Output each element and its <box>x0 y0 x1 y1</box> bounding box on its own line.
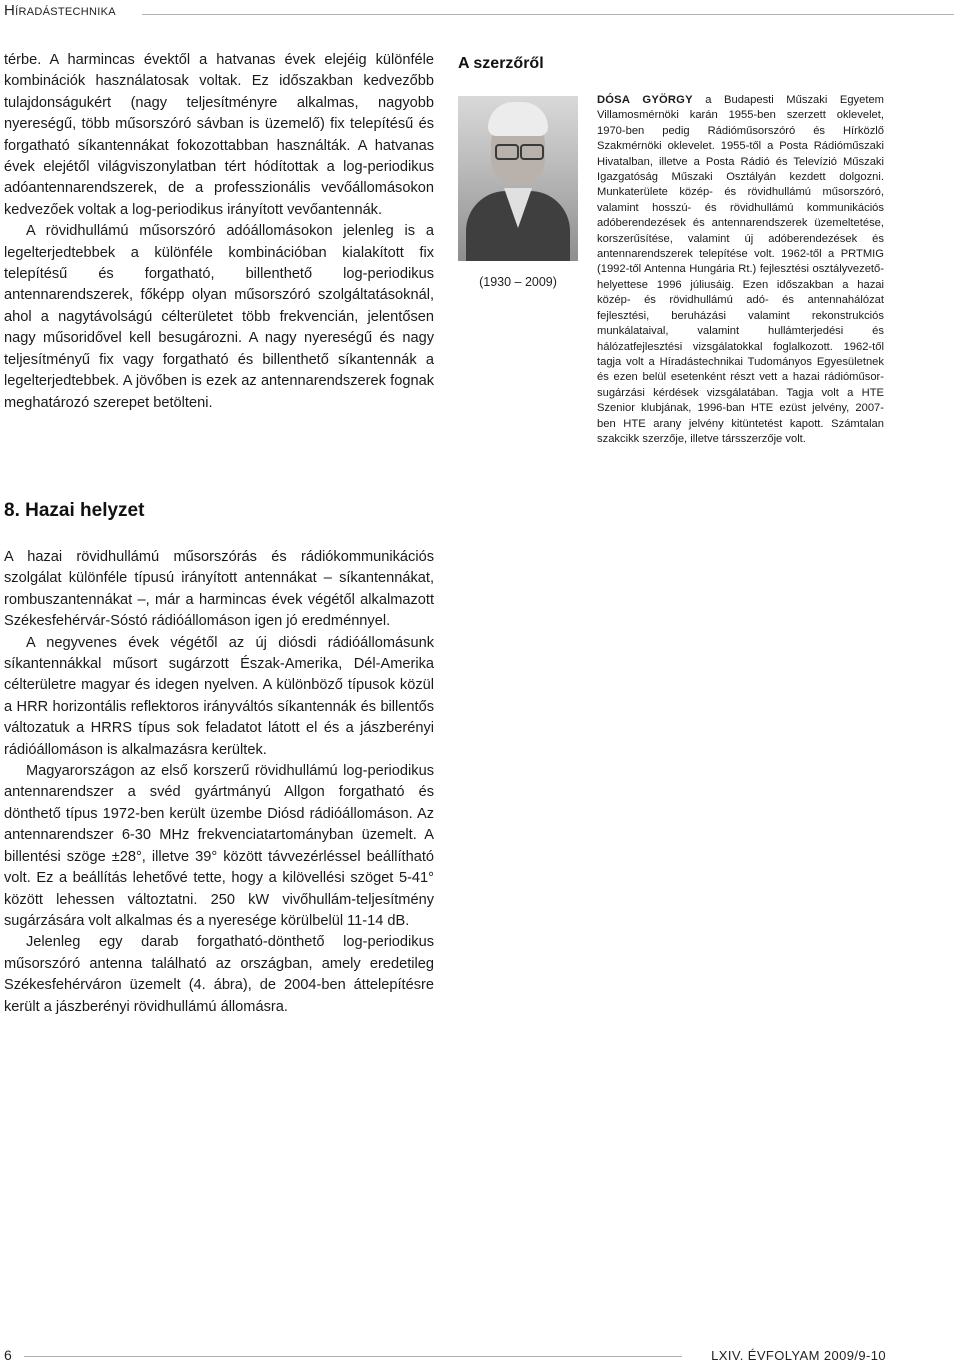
body-paragraph: A negyvenes évek végétől az új diósdi rádióállomásunk síkantennákkal műsort sugárzott Észak-Amerika, Dél-Amerika célterületre magyar és idegen nyelven. A különböző típusok közül a HRR horizontális reflektoros irányváltós síkantennák és billentős változatuk a HRRS típus sok feladatot látott el és a jászberényi rádióállomáson is alkalmazásra kerültek. <box>4 634 434 758</box>
body-paragraph: A hazai rövidhullámú műsorszórás és rádiókommunikációs szolgálat különféle típusú irányított antennákat – síkantennákat, rombuszantennákat –, már a harmincas évek végétől alkalmazott Székesfehérvár-Sóstó rádióállomáson igen jó eredménnyel. <box>4 549 434 630</box>
left-column-top <box>4 50 434 414</box>
author-photo <box>458 96 578 261</box>
body-paragraph: Jelenleg egy darab forgatható-dönthető log-periodikus műsorszóró antenna található az országban, amely eredetileg Székesfehérváron üzemelt (4. ábra), de 2004-ben áttelepítésre került a jászberényi rövidhullámú állomásra. <box>4 934 434 1015</box>
issue-info: LXIV. ÉVFOLYAM 2009/9-10 <box>711 1348 886 1363</box>
author-name: DÓSA GYÖRGY <box>597 94 693 106</box>
running-header <box>4 0 954 24</box>
author-bio-text: a Budapesti Műszaki Egyetem Villamosmérnöki karán 1955-ben szerzett oklevelet, 1970-ben pedig Rádióműsorszóró és Hírközlő Szakmérnöki oklevelet. 1955-től a Posta Rádióműszaki Hivatalban, illetve a Posta Rádió és Televízió Műszaki Igazgatóság Műszaki Osztályán kezdett dolgozni. Munkaterülete közép- és rövidhullámú műsorszóró, valamint hosszú- és rövidhullámú kommunikációs adóberendezések és antennarendszerek üzemeltetése, korszerűsítése, valamint új adóberendezések és antennarendszerek telepítése volt. 1962-től a PRTMIG (1992-től Antenna Hungária Rt.) fejlesztési osztályvezető-helyettese 1996 júliusáig. Ezen időszakban a hazai közép- és rövidhullámú adó- és antennahálózat fejlesztési, beruházási valamint rekonstrukciós munkálataival, valamint hullámterjedési és hálózatfejlesztési vizsgálatokkal foglalkozott. 1962-től tagja volt a Híradástechnikai Tudományos Egyesületnek és ezen belül esetenként részt vett a hazai rádióműsor-sugárzási kérdések vizsgálatában. Tagja volt a HTE Szenior klubjának, 1996-ban HTE ezüst jelvény, 2007-ben HTE arany jelvény kitüntetést kapott. Számtalan szakcikk szerzője, illetve társszerzője volt. <box>597 94 885 445</box>
header-rule <box>142 14 954 15</box>
page-number: 6 <box>4 1347 12 1363</box>
footer-rule <box>24 1356 682 1357</box>
body-paragraph: A rövidhullámú műsorszóró adóállomásokon jelenleg is a legelterjedtebbek a különféle kombinációban kialakított fix telepítésű és forgatható, billenthető log-periodikus antennarendszerek, főképp olyan műsorszóró szolgáltatásoknál, ahol a nagytávolságú célterületet több frekvencián, jelentősen nagy műsoridővel kell besugározni. A nagy nyereségű és nagy teljesítményű fix vagy forgatható és billenthető síkantennák a legelterjedtebbek. A jövőben is ezek az antennarendszerek fognak meghatározó szerepet betölteni. <box>4 223 434 411</box>
photo-caption: (1930 – 2009) <box>479 275 557 289</box>
body-paragraph: Magyarországon az első korszerű rövidhullámú log-periodikus antennarendszer a svéd gyártmányú Allgon forgatható és dönthető típus 1972-ben került üzembe Diósd rádióállomáson. Az antennarendszer 6-30 MHz frekvenciatartományban üzemelt. A billentési szöge ±28°, illetve 39° között távvezérléssel beállítható volt. Ez a beállítás lehetővé tette, hogy a kilövellési szöget 5-41° között lehessen változtatni. 250 kW vivőhullám-teljesítmény sugárzására volt alkalmas és a nyeresége körülbelül 11-14 dB. <box>4 763 434 929</box>
photo-glasses-left <box>495 144 519 160</box>
body-paragraph: térbe. A harmincas évektől a hatvanas évek elejéig különféle kombinációk használatosak voltak. Ez időszakban kedvezőbb tulajdonságukért (nagy teljesítményre alkalmas, nagyobb nyereségű, több műsorszóró sávban is üzemelő) fix telepítésű és forgatható síkantennákat fokozottabban használták. A hatvanas évek elejétől világviszonylatban tért hódítottak a log-periodikus adóantennarendszerek, de a professzionális vevőállomásokon kedvezőek voltak a log-periodikus irányított vevőantennák. <box>4 52 434 218</box>
author-bio <box>597 93 884 447</box>
left-column-bottom <box>4 547 434 1018</box>
photo-glasses-right <box>520 144 544 160</box>
journal-title: Híradástechnika <box>4 2 116 19</box>
author-section-heading: A szerzőről <box>458 55 544 72</box>
section-heading: 8. Hazai helyzet <box>4 500 145 521</box>
photo-hair-shape <box>488 102 548 136</box>
